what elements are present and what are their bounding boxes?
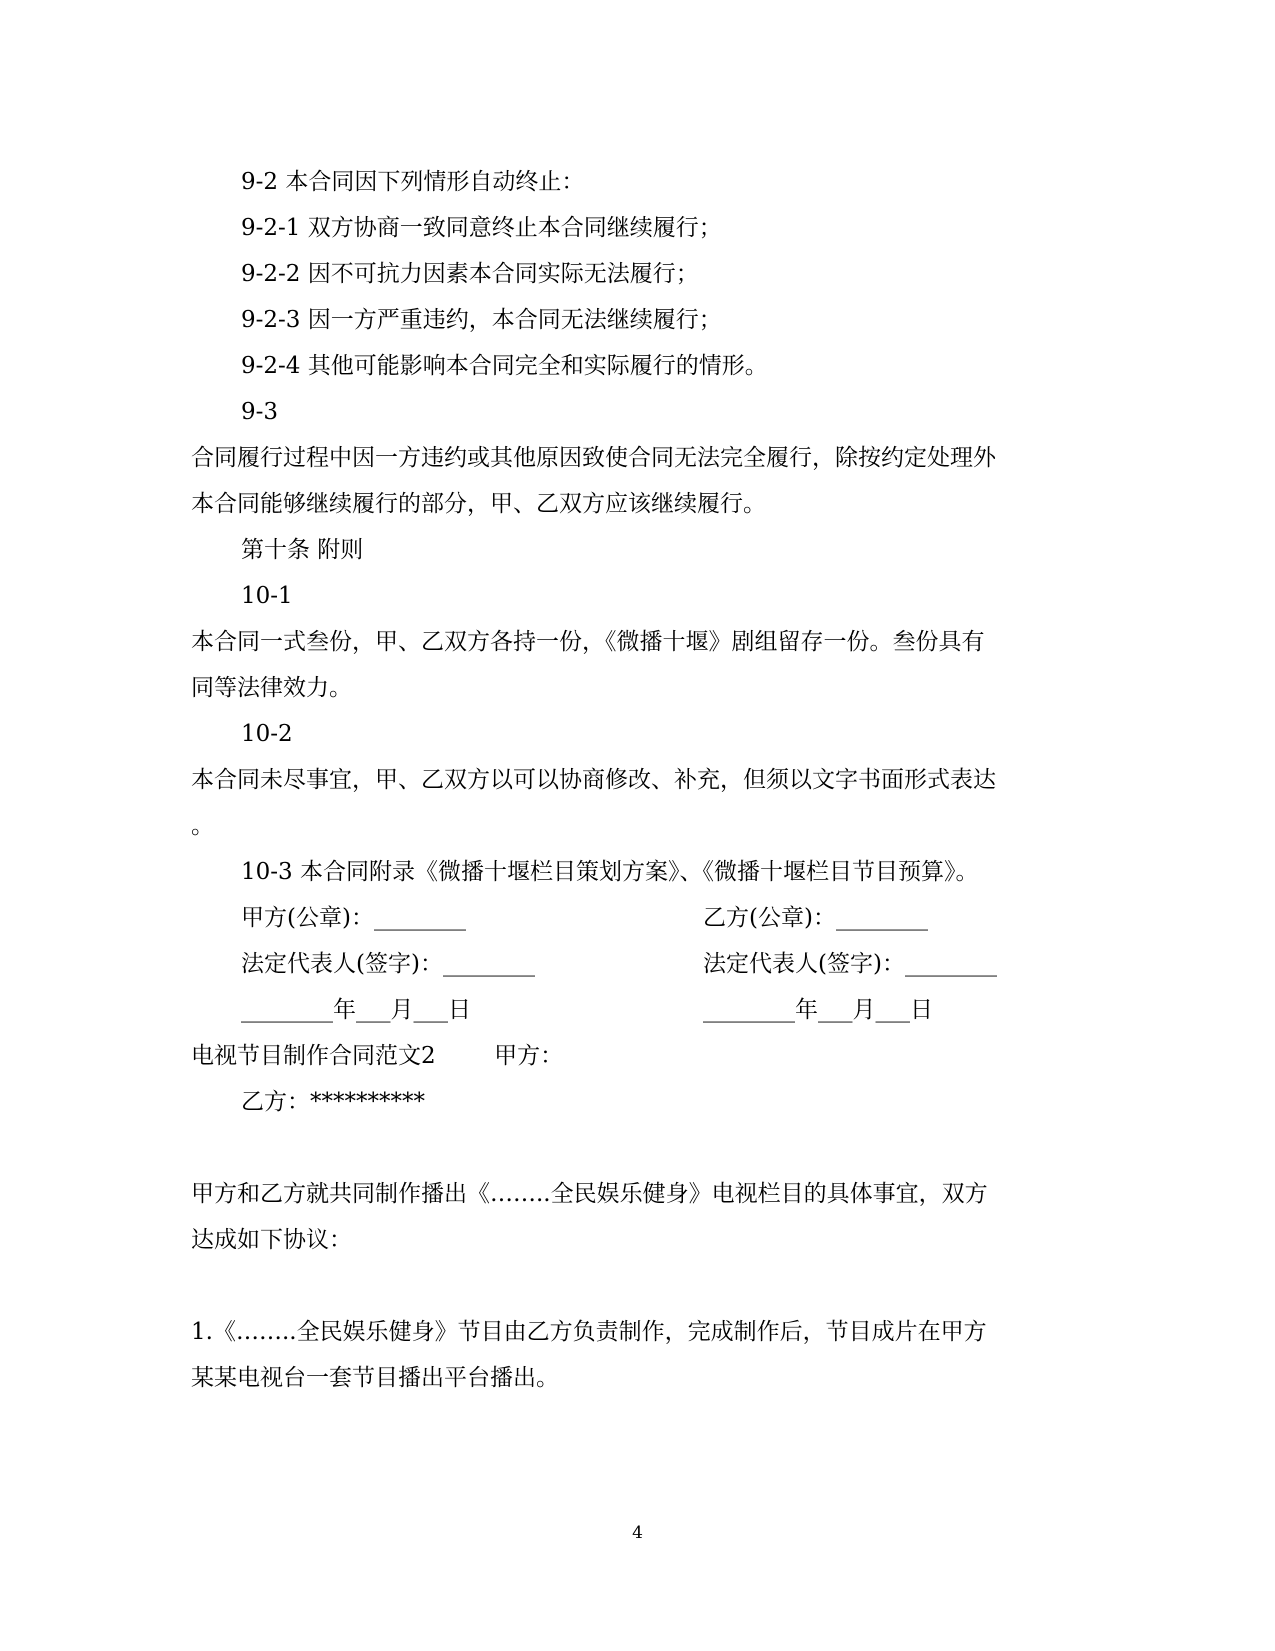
- page-number: 4: [632, 1523, 643, 1543]
- clause-10-2-text-line-1: 本合同未尽事宜，甲、乙双方以可以协商修改、补充，但须以文字书面形式表达: [191, 767, 996, 793]
- clause-9-3-text-line-1: 合同履行过程中因一方违约或其他原因致使合同无法完全履行，除按约定处理外: [191, 445, 996, 471]
- clause-9-2-1: 9-2-1 双方协商一致同意终止本合同继续履行；: [241, 215, 722, 241]
- clause-9-2: 9-2 本合同因下列情形自动终止：: [241, 169, 585, 195]
- party-b-seal-line: 乙方(公章)：________: [703, 905, 928, 931]
- clause-10-2-number: 10-2: [241, 721, 293, 747]
- party-b-date-line: ________年___月___日: [703, 997, 933, 1023]
- clause-9-3-number: 9-3: [241, 399, 279, 425]
- clause-10-3: 10-3 本合同附录《微播十堰栏目策划方案》、《微播十堰栏目节目预算》。: [241, 859, 979, 885]
- item-1-line-1: 1.《……..全民娱乐健身》节目由乙方负责制作，完成制作后，节目成片在甲方: [191, 1319, 987, 1345]
- agreement-intro-line-1: 甲方和乙方就共同制作播出《……..全民娱乐健身》电视栏目的具体事宜，双方: [191, 1181, 988, 1207]
- party-b-name: 乙方：**********: [241, 1089, 425, 1115]
- clause-9-2-4: 9-2-4 其他可能影响本合同完全和实际履行的情形。: [241, 353, 768, 379]
- article-10-heading: 第十条 附则: [241, 537, 364, 563]
- party-b-representative-line: 法定代表人(签字)：________: [703, 951, 997, 977]
- clause-10-1-text-line-1: 本合同一式叁份，甲、乙双方各持一份，《微播十堰》剧组留存一份。叁份具有: [191, 629, 985, 655]
- clause-9-2-2: 9-2-2 因不可抗力因素本合同实际无法履行；: [241, 261, 699, 287]
- clause-10-2-text-line-2: 。: [191, 813, 214, 839]
- clause-10-1-number: 10-1: [241, 583, 293, 609]
- sample-2-title: 电视节目制作合同范文2 甲方：: [191, 1043, 564, 1069]
- party-a-representative-line: 法定代表人(签字)：________: [241, 951, 535, 977]
- party-a-date-line: ________年___月___日: [241, 997, 471, 1023]
- clause-9-3-text-line-2: 本合同能够继续履行的部分，甲、乙双方应该继续履行。: [191, 491, 766, 517]
- item-1-line-2: 某某电视台一套节目播出平台播出。: [191, 1365, 559, 1391]
- party-a-seal-line: 甲方(公章)：________: [241, 905, 466, 931]
- agreement-intro-line-2: 达成如下协议：: [191, 1227, 352, 1253]
- clause-10-1-text-line-2: 同等法律效力。: [191, 675, 352, 701]
- clause-9-2-3: 9-2-3 因一方严重违约，本合同无法继续履行；: [241, 307, 722, 333]
